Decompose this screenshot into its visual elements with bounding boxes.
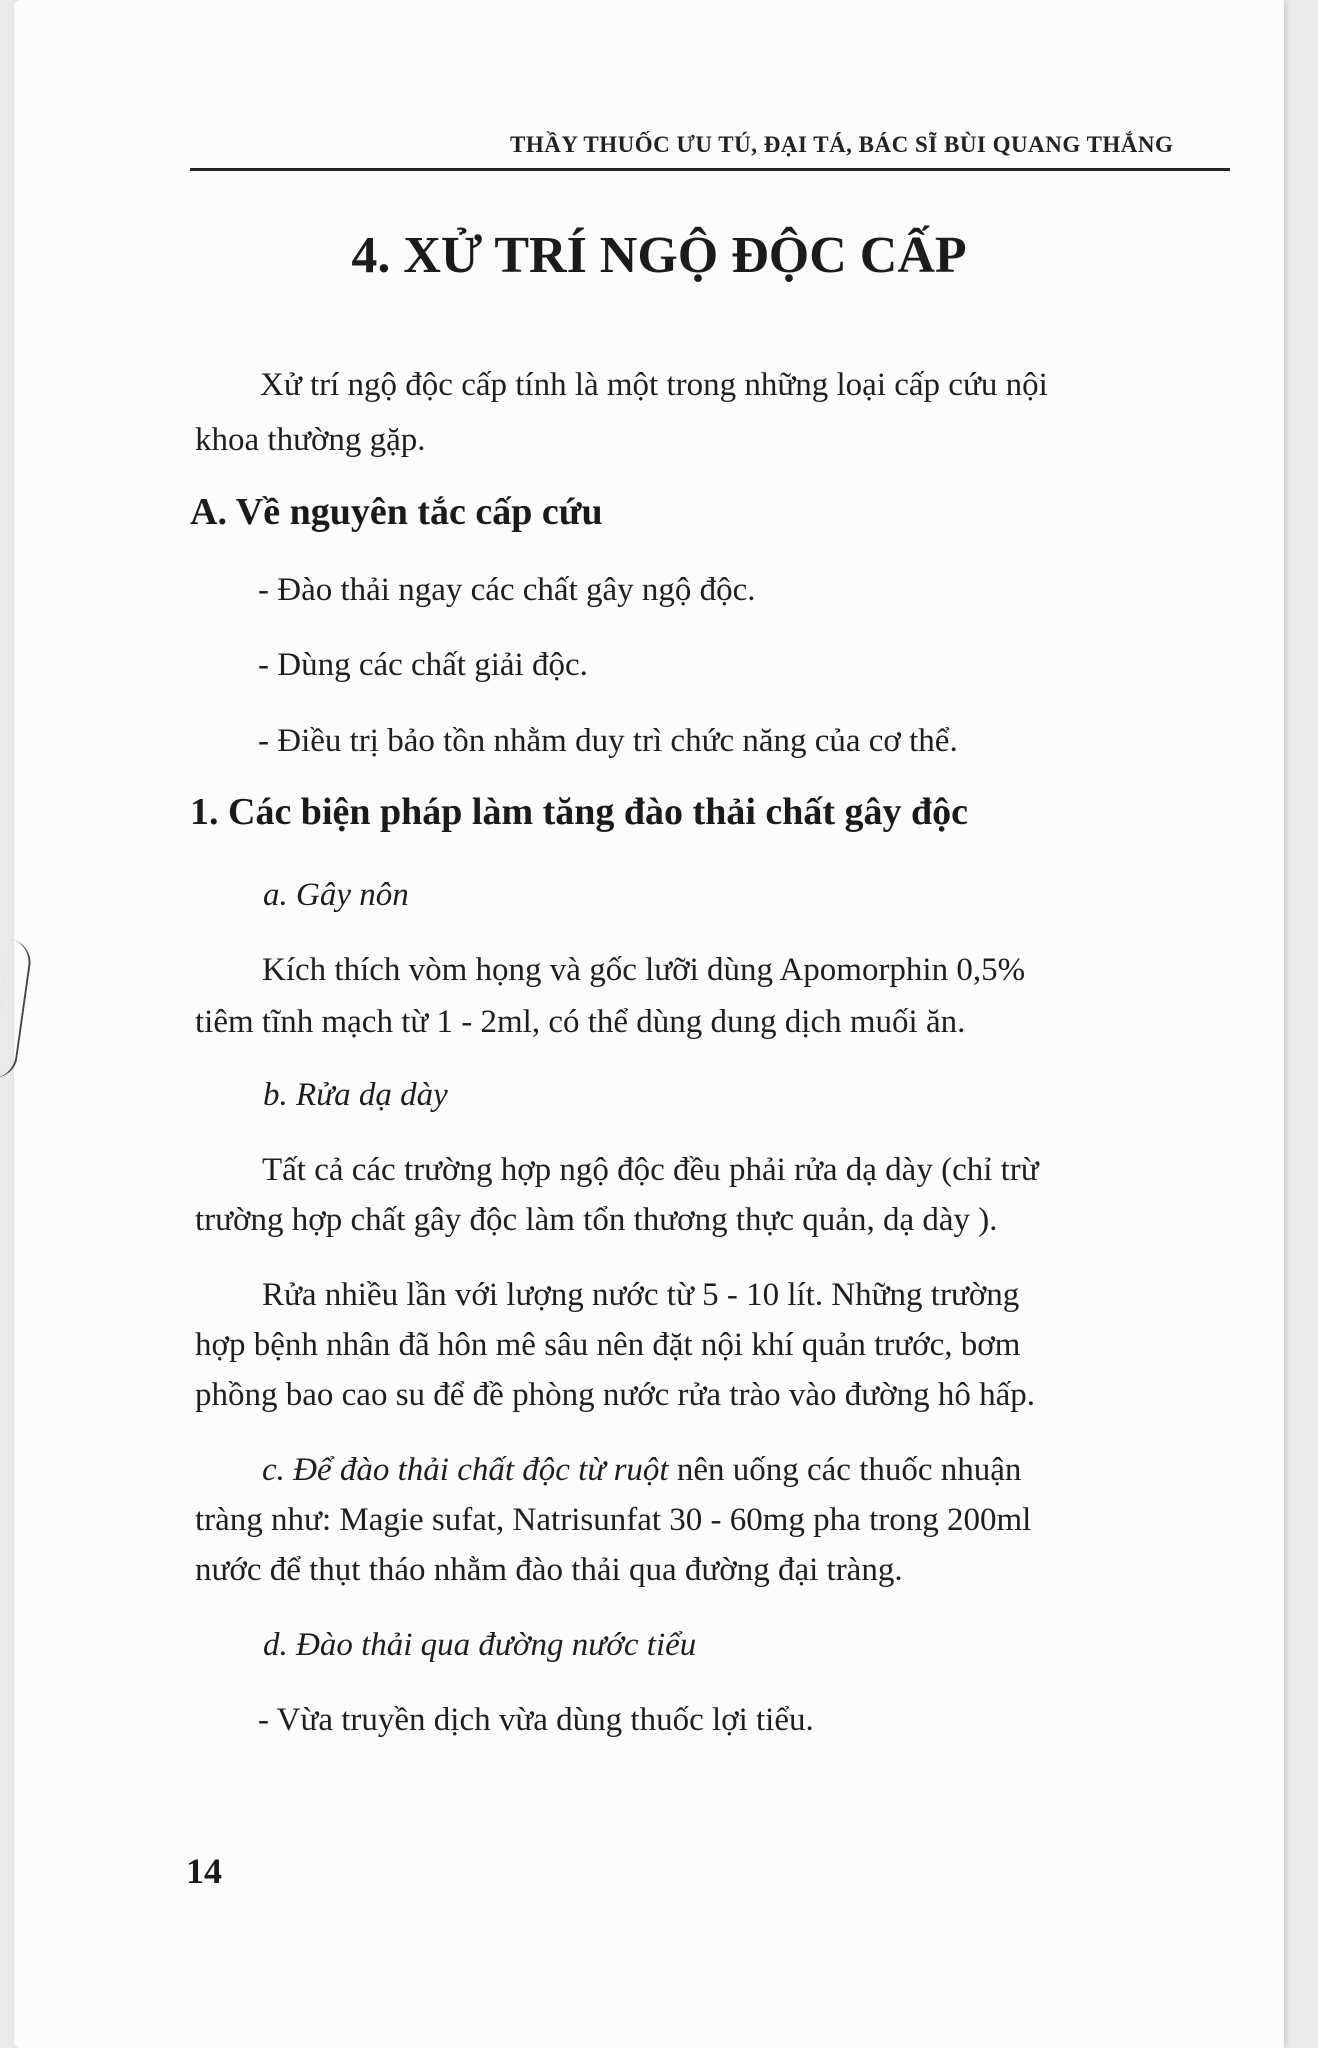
subsection-d-label: d. Đào thải qua đường nước tiểu <box>263 1627 697 1663</box>
intro-line-1: Xử trí ngộ độc cấp tính là một trong những loại cấp cứu nội <box>260 367 1048 403</box>
subsection-c-line-3: nước để thụt tháo nhằm đào thải qua đường đại tràng. <box>195 1552 903 1588</box>
subsection-b-label: b. Rửa dạ dày <box>263 1077 448 1113</box>
subsection-b-p2-line-2: hợp bệnh nhân đã hôn mê sâu nên đặt nội khí quản trước, bơm <box>195 1327 1021 1363</box>
subsection-b-p2-line-1: Rửa nhiều lần với lượng nước từ 5 - 10 lít. Những trường <box>262 1277 1020 1313</box>
section-1-heading: 1. Các biện pháp làm tăng đào thải chất gây độc <box>190 791 969 833</box>
intro-line-2: khoa thường gặp. <box>195 422 426 458</box>
subsection-c-line-1-rest: nên uống các thuốc nhuận <box>668 1452 1022 1488</box>
section-a-item-3: - Điều trị bảo tồn nhằm duy trì chức năng của cơ thể. <box>258 723 958 759</box>
header-rule <box>190 168 1230 171</box>
running-header: THẦY THUỐC ƯU TÚ, ĐẠI TÁ, BÁC SĨ BÙI QUANG THẮNG <box>510 132 1174 157</box>
subsection-c-label: c. Để đào thải chất độc từ ruột <box>262 1452 669 1488</box>
subsection-b-p1-line-1: Tất cả các trường hợp ngộ độc đều phải rửa dạ dày (chỉ trừ <box>262 1152 1039 1188</box>
subsection-c-line-1 <box>262 1445 1021 1495</box>
subsection-a-line-1: Kích thích vòm họng và gốc lưỡi dùng Apomorphin 0,5% <box>262 952 1026 988</box>
page-title: 4. XỬ TRÍ NGỘ ĐỘC CẤP <box>351 227 967 284</box>
section-a-item-2: - Dùng các chất giải độc. <box>258 647 588 683</box>
subsection-c-line-2: tràng như: Magie sufat, Natrisunfat 30 - 60mg pha trong 200ml <box>195 1502 1032 1538</box>
subsection-b-p1-line-2: trường hợp chất gây độc làm tổn thương thực quản, dạ dày ). <box>195 1202 998 1238</box>
section-a-heading: A. Về nguyên tắc cấp cứu <box>190 491 603 533</box>
subsection-a-label: a. Gây nôn <box>263 877 409 913</box>
section-a-item-1: - Đào thải ngay các chất gây ngộ độc. <box>258 572 756 608</box>
subsection-a-line-2: tiêm tĩnh mạch từ 1 - 2ml, có thể dùng dung dịch muối ăn. <box>195 1004 966 1040</box>
subsection-d-item: - Vừa truyền dịch vừa dùng thuốc lợi tiểu. <box>258 1702 814 1738</box>
page-number: 14 <box>186 1851 222 1891</box>
subsection-b-p2-line-3: phồng bao cao su để đề phòng nước rửa trào vào đường hô hấp. <box>195 1377 1036 1413</box>
